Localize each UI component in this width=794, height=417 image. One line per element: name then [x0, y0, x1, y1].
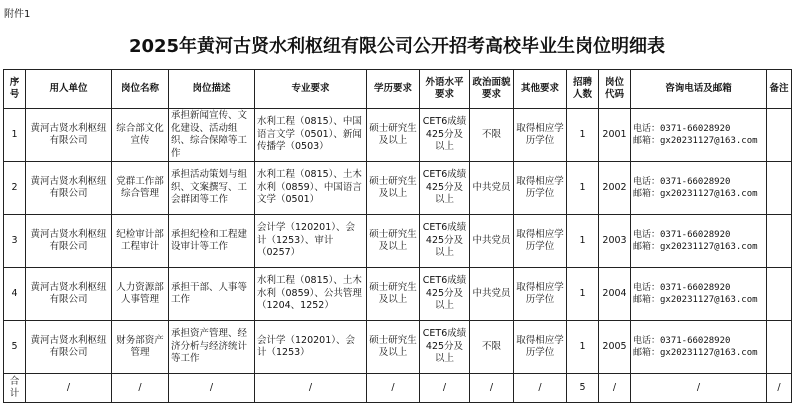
- cell-no: 5: [4, 321, 26, 374]
- total-cell: /: [767, 374, 792, 403]
- cell-description: 承担干部、人事等工作: [169, 268, 255, 321]
- cell-contact: [631, 109, 767, 162]
- contact-phone: 电话：0371-66028920: [633, 335, 731, 346]
- cell-code: 2002: [599, 162, 631, 215]
- total-cell: /: [599, 374, 631, 403]
- contact-email: 邮箱：gx20231127@163.com: [633, 189, 758, 199]
- cell-employer: 黄河古贤水利枢纽有限公司: [26, 268, 112, 321]
- total-cell: /: [169, 374, 255, 403]
- header-education: 学历要求: [367, 70, 420, 109]
- total-cell: /: [470, 374, 514, 403]
- contact-phone: 电话：0371-66028920: [633, 282, 731, 293]
- total-count: 5: [567, 374, 599, 403]
- cell-remark: [767, 321, 792, 374]
- cell-no: 4: [4, 268, 26, 321]
- cell-major: 水利工程（0815）、土木水利（0859）、公共管理（1204、1252）: [255, 268, 367, 321]
- cell-other: 取得相应学历学位: [514, 215, 567, 268]
- cell-contact: [631, 321, 767, 374]
- header-row: [4, 70, 792, 109]
- header-employer: 用人单位: [26, 70, 112, 109]
- total-cell: /: [420, 374, 470, 403]
- total-row: [4, 374, 792, 403]
- header-language: 外语水平要求: [420, 70, 470, 109]
- cell-major: 会计学（120201）、会计（1253）、审计（0257）: [255, 215, 367, 268]
- cell-other: 取得相应学历学位: [514, 268, 567, 321]
- contact-phone: 电话：0371-66028920: [633, 123, 731, 134]
- cell-education: 硕士研究生及以上: [367, 109, 420, 162]
- cell-contact: [631, 268, 767, 321]
- table-row: [4, 215, 792, 268]
- contact-email: 邮箱：gx20231127@163.com: [633, 348, 758, 358]
- total-cell: /: [112, 374, 169, 403]
- attachment-label: 附件1: [4, 9, 31, 20]
- cell-count: 1: [567, 109, 599, 162]
- cell-language: CET6成绩425分及以上: [420, 162, 470, 215]
- cell-position: 人力资源部人事管理: [112, 268, 169, 321]
- cell-language: CET6成绩425分及以上: [420, 321, 470, 374]
- cell-employer: 黄河古贤水利枢纽有限公司: [26, 162, 112, 215]
- cell-count: 1: [567, 321, 599, 374]
- cell-remark: [767, 162, 792, 215]
- table-row: [4, 268, 792, 321]
- cell-political: 中共党员: [470, 215, 514, 268]
- page-title: 2025年黄河古贤水利枢纽有限公司公开招考高校毕业生岗位明细表: [128, 36, 666, 57]
- cell-count: 1: [567, 162, 599, 215]
- cell-employer: 黄河古贤水利枢纽有限公司: [26, 321, 112, 374]
- total-cell: /: [26, 374, 112, 403]
- cell-education: 硕士研究生及以上: [367, 215, 420, 268]
- contact-phone: 电话：0371-66028920: [633, 229, 731, 240]
- cell-education: 硕士研究生及以上: [367, 321, 420, 374]
- table-row: [4, 109, 792, 162]
- cell-language: CET6成绩425分及以上: [420, 109, 470, 162]
- header-major: 专业要求: [255, 70, 367, 109]
- cell-contact: [631, 215, 767, 268]
- cell-employer: 黄河古贤水利枢纽有限公司: [26, 215, 112, 268]
- total-cell: /: [514, 374, 567, 403]
- total-cell: /: [255, 374, 367, 403]
- header-other: 其他要求: [514, 70, 567, 109]
- header-code: 岗位代码: [599, 70, 631, 109]
- contact-phone: 电话：0371-66028920: [633, 176, 731, 187]
- cell-contact: [631, 162, 767, 215]
- cell-code: 2005: [599, 321, 631, 374]
- cell-education: 硕士研究生及以上: [367, 162, 420, 215]
- cell-language: CET6成绩425分及以上: [420, 268, 470, 321]
- cell-no: 2: [4, 162, 26, 215]
- cell-remark: [767, 215, 792, 268]
- cell-no: 3: [4, 215, 26, 268]
- contact-email: 邮箱：gx20231127@163.com: [633, 295, 758, 305]
- contact-email: 邮箱：gx20231127@163.com: [633, 242, 758, 252]
- header-political: 政治面貌要求: [470, 70, 514, 109]
- contact-email: 邮箱：gx20231127@163.com: [633, 136, 758, 146]
- cell-description: 承担活动策划与组织、文案撰写、工会群团等工作: [169, 162, 255, 215]
- positions-table: [3, 69, 792, 403]
- cell-no: 1: [4, 109, 26, 162]
- total-cell: /: [631, 374, 767, 403]
- cell-other: 取得相应学历学位: [514, 162, 567, 215]
- cell-other: 取得相应学历学位: [514, 321, 567, 374]
- cell-language: CET6成绩425分及以上: [420, 215, 470, 268]
- total-label: 合计: [4, 374, 26, 403]
- total-cell: /: [367, 374, 420, 403]
- cell-political: 中共党员: [470, 268, 514, 321]
- cell-description: 承担纪检和工程建设审计等工作: [169, 215, 255, 268]
- header-contact: 咨询电话及邮箱: [631, 70, 767, 109]
- cell-political: 不限: [470, 321, 514, 374]
- cell-code: 2003: [599, 215, 631, 268]
- cell-political: 中共党员: [470, 162, 514, 215]
- header-description: 岗位描述: [169, 70, 255, 109]
- header-remark: 备注: [767, 70, 792, 109]
- cell-code: 2001: [599, 109, 631, 162]
- cell-count: 1: [567, 215, 599, 268]
- cell-code: 2004: [599, 268, 631, 321]
- cell-remark: [767, 109, 792, 162]
- table-row: [4, 162, 792, 215]
- header-no: 序号: [4, 70, 26, 109]
- cell-position: 综合部文化宣传: [112, 109, 169, 162]
- cell-description: 承担新闻宣传、文化建设、活动组织、综合保障等工作: [169, 109, 255, 162]
- cell-position: 党群工作部综合管理: [112, 162, 169, 215]
- cell-remark: [767, 268, 792, 321]
- header-position: 岗位名称: [112, 70, 169, 109]
- cell-other: 取得相应学历学位: [514, 109, 567, 162]
- cell-political: 不限: [470, 109, 514, 162]
- cell-description: 承担资产管理、经济分析与经济统计等工作: [169, 321, 255, 374]
- cell-employer: 黄河古贤水利枢纽有限公司: [26, 109, 112, 162]
- cell-major: 水利工程（0815）、土木水利（0859）、中国语言文学（0501）: [255, 162, 367, 215]
- cell-education: 硕士研究生及以上: [367, 268, 420, 321]
- cell-position: 财务部资产管理: [112, 321, 169, 374]
- cell-count: 1: [567, 268, 599, 321]
- cell-position: 纪检审计部工程审计: [112, 215, 169, 268]
- cell-major: 会计学（120201）、会计（1253）: [255, 321, 367, 374]
- header-count: 招聘人数: [567, 70, 599, 109]
- cell-major: 水利工程（0815）、中国语言文学（0501）、新闻传播学（0503）: [255, 109, 367, 162]
- table-row: [4, 321, 792, 374]
